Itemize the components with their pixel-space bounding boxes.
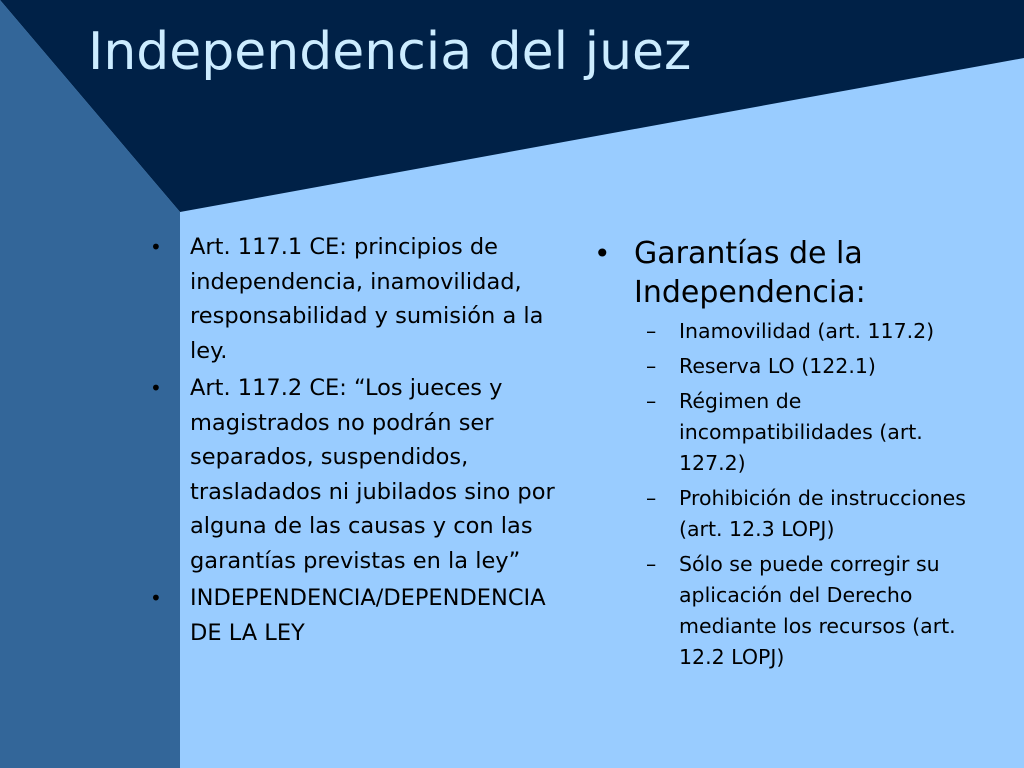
dash-marker: –	[646, 552, 657, 576]
bullet-text: Art. 117.1 CE: principios de independencia, inamovilidad, responsabilidad y sumisión a la ley.	[190, 234, 544, 364]
sub-bullet-text: Inamovilidad (art. 117.2)	[679, 319, 935, 343]
right-bullet-list	[594, 234, 994, 679]
left-bullet-list	[150, 230, 560, 653]
sub-bullet-item	[634, 483, 994, 545]
main-bullet-text: Garantías de la Independencia:	[634, 236, 866, 310]
bullet-text: Art. 117.2 CE: “Los jueces y magistrados no podrán ser separados, suspendidos, trasladados ni jubilados sino por alguna de las causas y con las garantías previstas en la ley”	[190, 375, 555, 574]
dash-marker: –	[646, 389, 657, 413]
right-main-bullet	[594, 234, 994, 673]
left-bullet-item	[150, 581, 560, 650]
dash-marker: –	[646, 319, 657, 343]
dash-marker: –	[646, 486, 657, 510]
left-bullet-item	[150, 371, 560, 578]
sub-bullet-item	[634, 351, 994, 382]
bullet-marker: •	[150, 235, 162, 259]
sub-bullet-list	[634, 316, 994, 673]
dash-marker: –	[646, 354, 657, 378]
sub-bullet-item	[634, 386, 994, 479]
sub-bullet-text: Sólo se puede corregir su aplicación del Derecho mediante los recursos (art. 12.2 LOPJ)	[679, 552, 956, 669]
bullet-text: INDEPENDENCIA/DEPENDENCIA DE LA LEY	[190, 585, 546, 646]
slide-title: Independencia del juez	[88, 22, 692, 82]
bullet-marker: •	[150, 586, 162, 610]
sub-bullet-text: Reserva LO (122.1)	[679, 354, 876, 378]
left-bullet-item	[150, 230, 560, 368]
sub-bullet-text: Prohibición de instrucciones (art. 12.3 LOPJ)	[679, 486, 966, 541]
sub-bullet-item	[634, 316, 994, 347]
sub-bullet-item	[634, 549, 994, 673]
bullet-marker: •	[594, 237, 611, 270]
sub-bullet-text: Régimen de incompatibilidades (art. 127.2)	[679, 389, 923, 475]
bullet-marker: •	[150, 376, 162, 400]
